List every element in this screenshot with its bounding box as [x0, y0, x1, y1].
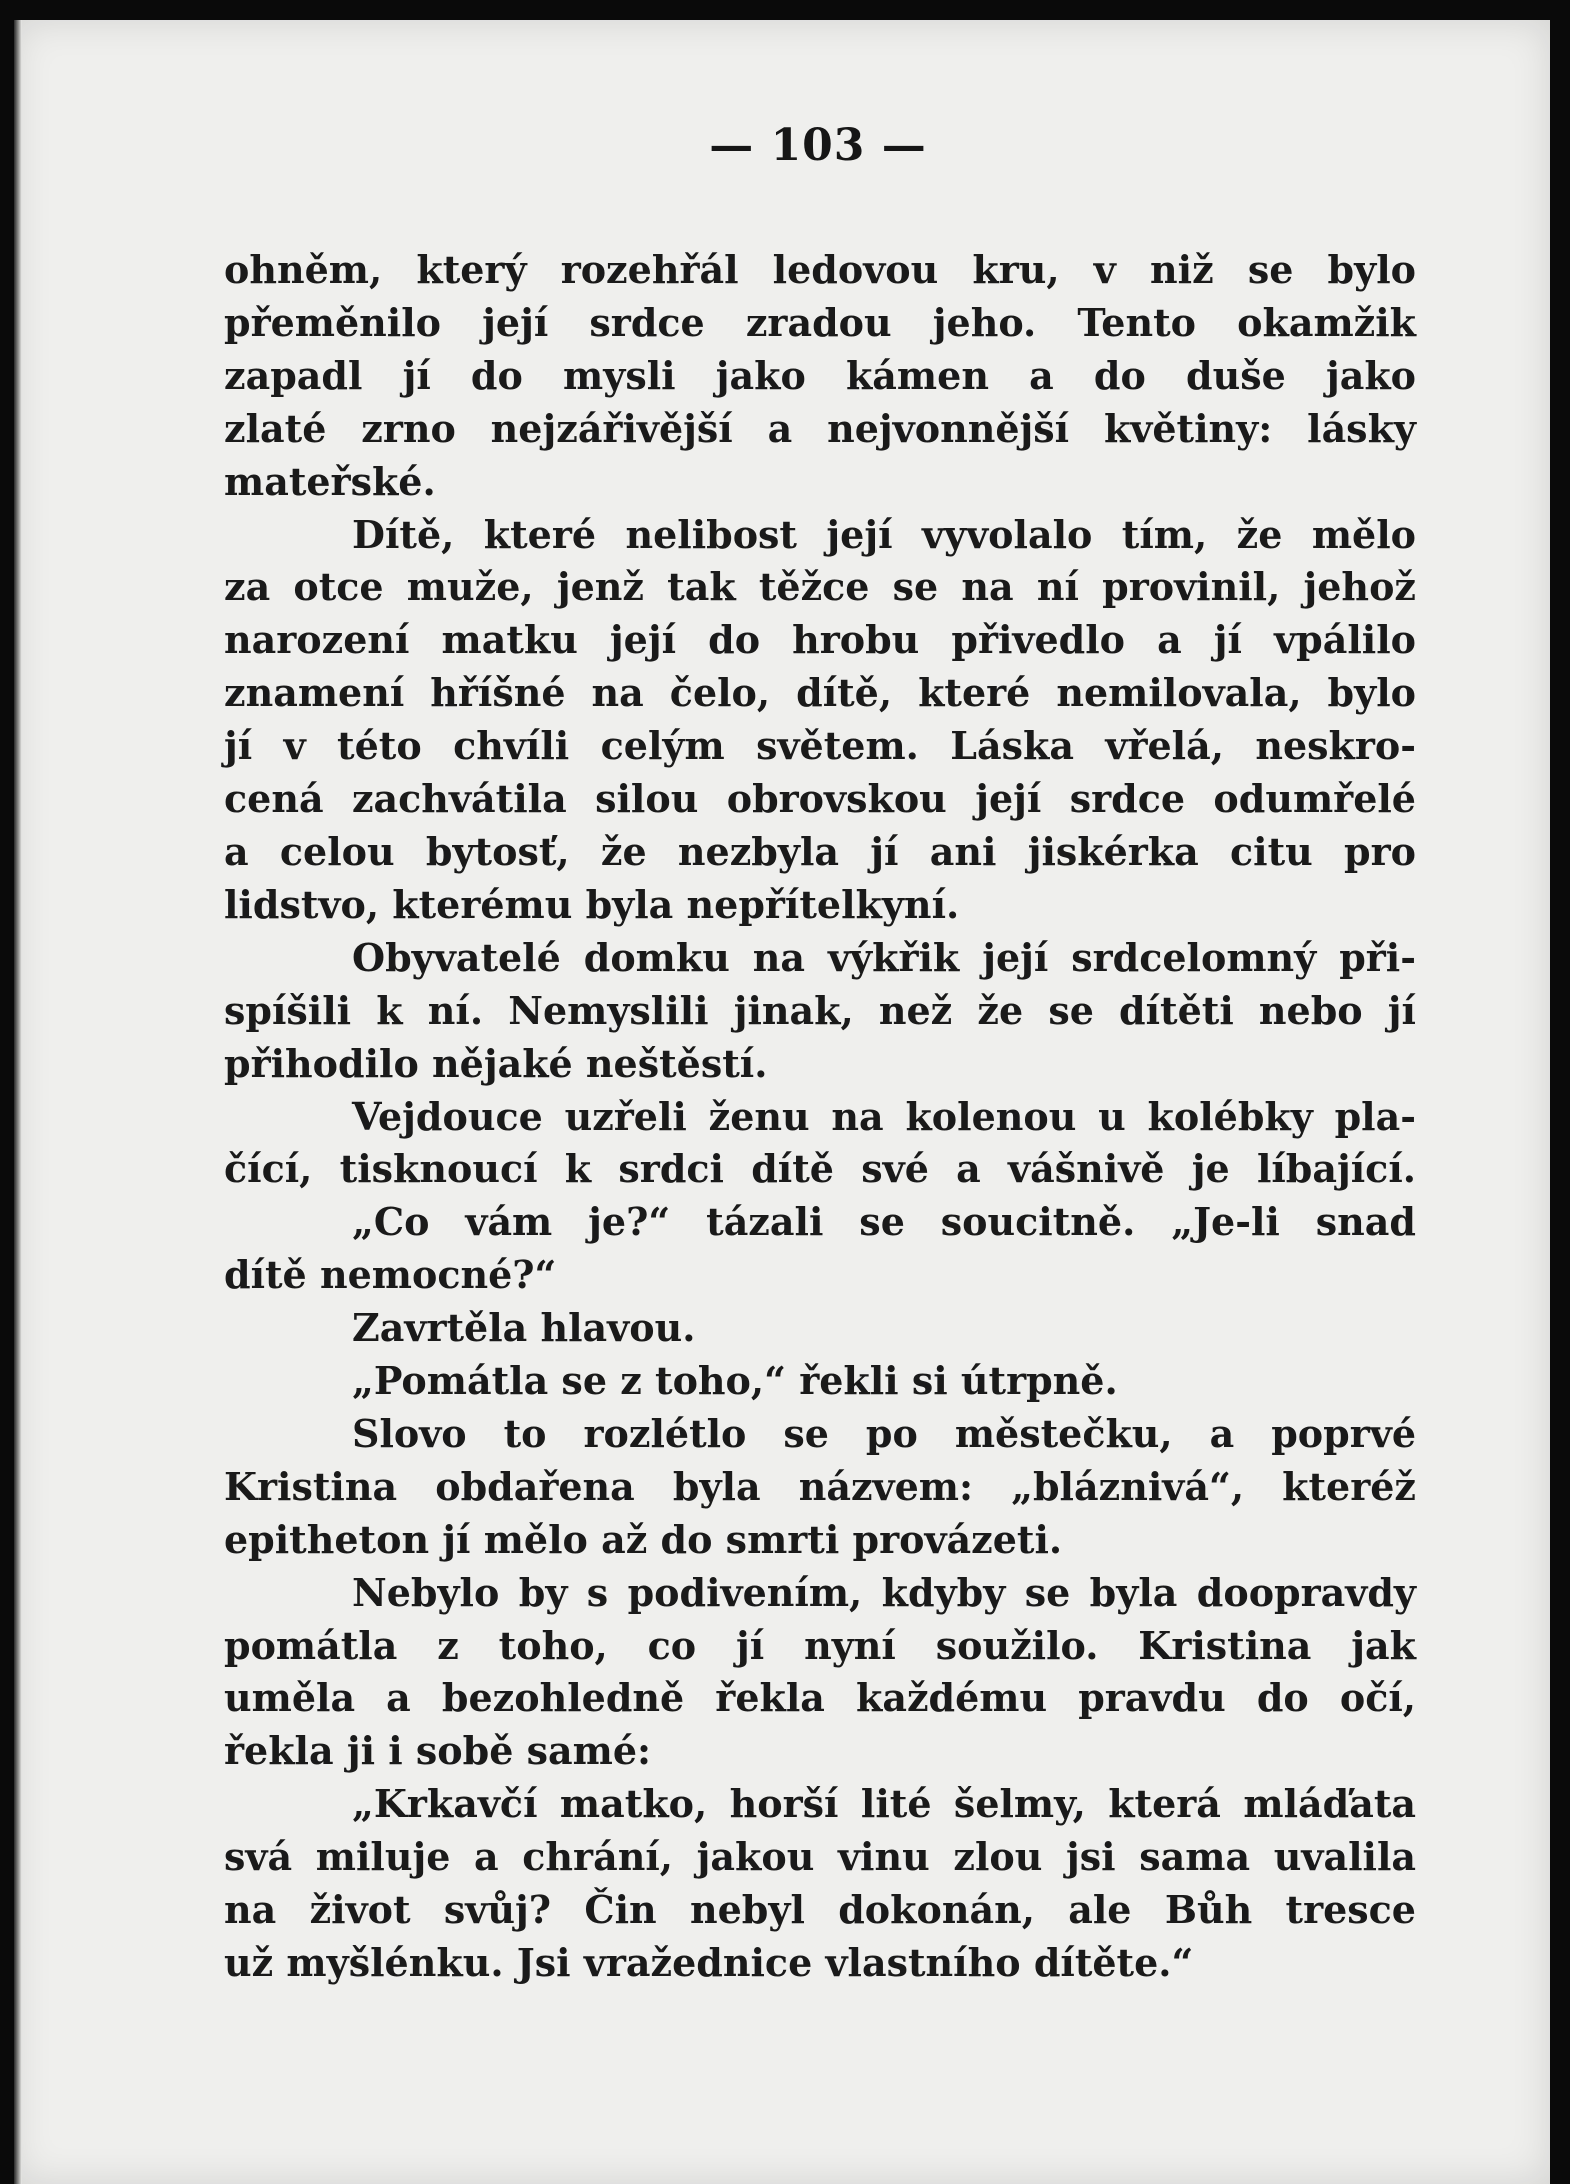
text-line: zlaté zrno nejzářivější a nejvonnější květiny: lásky [224, 405, 1416, 451]
text-line: za otce muže, jenž tak těžce se na ní provinil, jehož [224, 564, 1416, 610]
text-line: čící, tisknoucí k srdci dítě své a vášnivě je líbající. [224, 1146, 1416, 1192]
text-line: Vejdouce uzřeli ženu na kolenou u kolébky pla- [352, 1093, 1416, 1139]
text-line: přihodilo nějaké neštěstí. [224, 1040, 768, 1086]
text-line: Dítě, které nelibost její vyvolalo tím, že mělo [352, 511, 1416, 557]
text-line: Obyvatelé domku na výkřik její srdcelomný při- [352, 934, 1416, 980]
text-line: řekla ji i sobě samé: [224, 1728, 652, 1774]
text-line: jí v této chvíli celým světem. Láska vřelá, neskro- [224, 723, 1416, 769]
text-line: na život svůj? Čin nebyl dokonán, ale Bůh tresce [224, 1887, 1416, 1933]
text-line: uměla a bezohledně řekla každému pravdu do očí, [224, 1675, 1416, 1721]
text-line: Slovo to rozlétlo se po městečku, a poprvé [352, 1410, 1416, 1456]
text-line: mateřské. [224, 458, 436, 504]
text-line: Kristina obdařena byla názvem: „bláznivá“, kteréž [224, 1463, 1416, 1509]
body-text [224, 244, 1416, 1990]
text-line: Zavrtěla hlavou. [352, 1305, 696, 1351]
text-line: lidstvo, kterému byla nepřítelkyní. [224, 881, 960, 927]
text-line: dítě nemocné?“ [224, 1252, 557, 1298]
text-line: „Pomátla se z toho,“ řekli si útrpně. [352, 1358, 1118, 1404]
text-line: pomátla z toho, co jí nyní soužilo. Kristina jak [224, 1622, 1416, 1668]
text-line: znamení hříšné na čelo, dítě, které nemilovala, bylo [224, 670, 1416, 716]
text-line: Nebylo by s podivením, kdyby se byla doopravdy [352, 1569, 1416, 1615]
page-number: — 103 — [709, 120, 927, 171]
text-line: přeměnilo její srdce zradou jeho. Tento okamžik [224, 299, 1416, 345]
text-line: ohněm, který rozehřál ledovou kru, v niž se bylo [224, 247, 1416, 292]
text-line: narození matku její do hrobu přivedlo a jí vpálilo [224, 617, 1416, 663]
page-edge-shadow [14, 20, 22, 2184]
book-page [14, 20, 1550, 2184]
text-line: spíšili k ní. Nemyslili jinak, než že se dítěti nebo jí [224, 987, 1416, 1033]
text-line: „Krkavčí matko, horší lité šelmy, která mláďata [352, 1781, 1416, 1827]
text-line: zapadl jí do mysli jako kámen a do duše jako [224, 352, 1416, 398]
text-line: cená zachvátila silou obrovskou její srdce odumřelé [224, 776, 1416, 822]
text-line: epitheton jí mělo až do smrti provázeti. [224, 1516, 1063, 1562]
text-line: „Co vám je?“ tázali se soucitně. „Je-li snad [352, 1199, 1416, 1245]
text-line: a celou bytosť, že nezbyla jí ani jiskérka citu pro [224, 828, 1416, 874]
text-line: už myšlénku. Jsi vražednice vlastního dítěte.“ [224, 1940, 1194, 1985]
text-line: svá miluje a chrání, jakou vinu zlou jsi sama uvalila [224, 1834, 1416, 1880]
